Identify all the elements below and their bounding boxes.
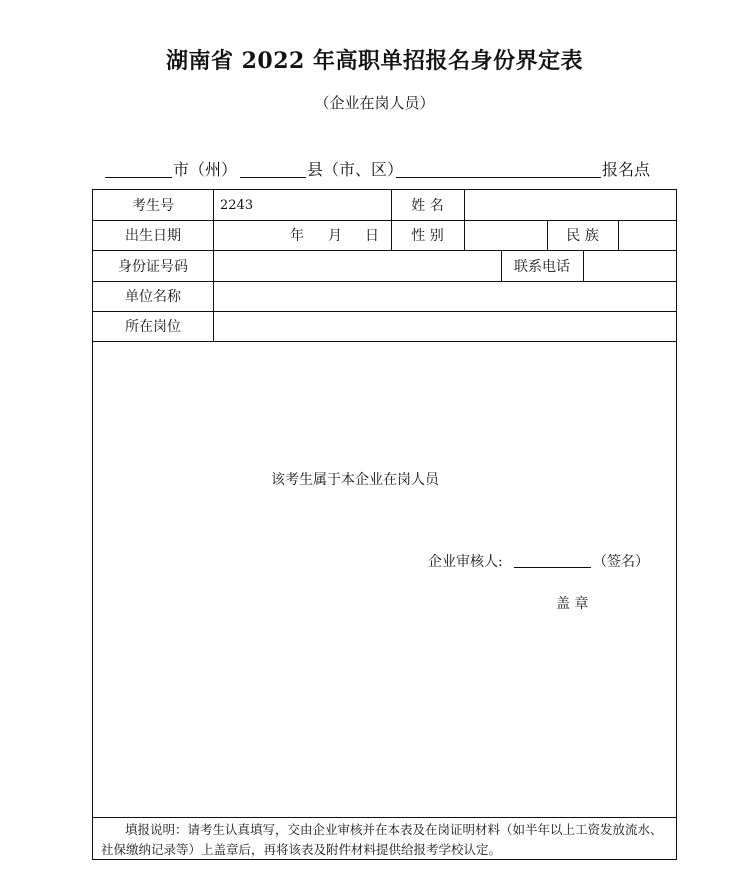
note-divider [93, 817, 676, 818]
row-divider [93, 341, 676, 342]
exam-no-value[interactable]: 2243 [220, 197, 254, 213]
city-label: 市（州） [173, 160, 238, 179]
page-subtitle: （企业在岗人员） [314, 94, 435, 112]
page-title: 湖南省 2022 年高职单招报名身份界定表 [165, 48, 584, 74]
sign-label: （签名） [593, 554, 649, 570]
county-blank[interactable] [240, 177, 306, 178]
reviewer-label: 企业审核人: [428, 554, 503, 570]
name-label: 姓 名 [411, 198, 444, 214]
exam-no-label: 考生号 [132, 198, 174, 214]
site-label: 报名点 [602, 160, 651, 179]
gender-label: 性 别 [411, 228, 444, 244]
birth-label: 出生日期 [125, 228, 181, 244]
ethnic-field[interactable] [619, 220, 676, 250]
city-blank[interactable] [105, 177, 172, 178]
unit-label: 单位名称 [125, 289, 181, 305]
unit-field[interactable] [214, 281, 676, 311]
month-label: 月 [328, 228, 342, 244]
phone-label: 联系电话 [514, 258, 570, 275]
gender-field[interactable] [465, 220, 547, 250]
phone-field[interactable] [584, 250, 676, 281]
post-field[interactable] [214, 311, 676, 341]
location-line [100, 157, 660, 181]
fill-instructions: 填报说明：请考生认真填写，交由企业审核并在本表及在岗证明材料（如半年以上工资发放流水、社保缴纳记录等）上盖章后，再将该表及附件材料提供给报考学校认定。 [101, 822, 663, 857]
name-field[interactable] [465, 190, 676, 220]
id-field[interactable] [214, 250, 501, 281]
statement-text: 该考生属于本企业在岗人员 [271, 472, 439, 488]
ethnic-label: 民 族 [566, 228, 599, 244]
site-blank[interactable] [396, 177, 601, 178]
birth-date-field[interactable] [214, 220, 391, 250]
day-label: 日 [365, 228, 379, 244]
year-label: 年 [290, 228, 304, 244]
stamp-label: 盖 章 [556, 596, 589, 612]
post-label: 所在岗位 [125, 319, 181, 335]
reviewer-signature-blank[interactable] [514, 567, 591, 568]
identity-form [92, 189, 677, 860]
id-label: 身份证号码 [118, 258, 188, 275]
county-label: 县（市、区） [307, 160, 404, 179]
